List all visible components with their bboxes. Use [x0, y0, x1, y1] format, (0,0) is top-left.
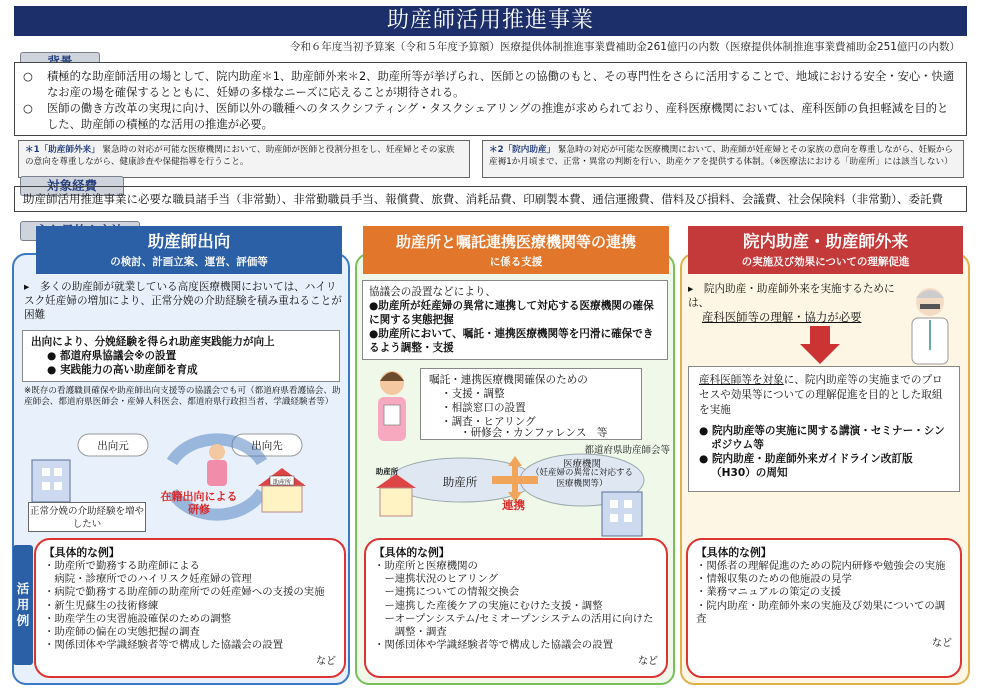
link-label: 連携 — [502, 498, 525, 512]
budget-line: 令和６年度当初予算案（令和５年度予算額）医療提供体制推進事業費補助金261億円の内数（医療提供体制推進事業費補助金251億円の内数） — [289, 41, 960, 53]
col1-header: 助産師出向 の検討、計画立案、運営、評価等 — [36, 226, 342, 274]
example-item: ・情報収集のための他施設の見学 — [696, 573, 852, 586]
example-item: ・業務マニュアルの策定の支援 — [696, 586, 842, 599]
example-item: ・関係団体や学識経験者等で構成した協議会の設置 — [374, 639, 613, 652]
col1-intro: ▸ 多くの助産師が就業している高度医療機関においては、ハイリスク妊産婦の増加により、正常分娩の介助経験を積み重ねることが困難 — [24, 281, 342, 321]
support-item: 研修会・カンファレンス 等 — [470, 427, 608, 439]
from-label: 出向元 — [97, 440, 129, 452]
medical-sub: （妊産婦の異常に対応する医療機関等） — [530, 468, 633, 489]
col2-example-list — [374, 560, 658, 652]
assoc-label: 都道府県助産師会等 — [584, 445, 670, 456]
example-item: ・新生児蘇生の技術修練 — [44, 599, 159, 612]
example-item: ・院内助産・助産師外来の実施及び効果についての調査 — [696, 599, 946, 625]
clinic-sign-2: 助産所 — [375, 467, 399, 476]
support-box: 嘱託・連携医療機関確保のための ・支援・調整 ・相談窓口の設置 ・調査・ヒアリング — [420, 368, 642, 440]
example-item: ー連携についての情報交換会 — [374, 586, 520, 599]
col3-intro: ▸ 院内助産・助産師外来を実施するためには、 産科医師等の理解・協力が必要 — [688, 283, 895, 324]
expense-box: 助産師活用推進事業に必要な職員諸手当（非常勤）、非常勤職員手当、報償費、旅費、消耗品費、印刷製本費、通信運搬費、借料及び損料、会議費、社会保険料（非常勤）、委託費 — [14, 186, 967, 212]
col1-examples: 【具体的な例】 ・助産所で勤務する助産師による 病院・診療所でのハイリスク妊産婦の管理 ・病院で勤務する助産師の助産所での妊産婦への支援の実施 ・新生児蘇生の技術修練 ・助産学生の実習施設確保のための調整 ・助産師の偏在の実態把握の調査 ・関係団体や学識経験者等で構成した協議会の設置 など — [34, 538, 346, 678]
example-item: 調整・調査 — [374, 626, 447, 639]
doctor-icon — [900, 280, 962, 370]
example-item: ・助産所と医療機関の — [374, 560, 478, 572]
note-midwife-outpatient: ＊1「助産師外来」 緊急時の対応が可能な医療機関において、助産師が医師と役割分担をし、妊産婦とその家族の意向を尊重しながら、健康診査や保健指導を行うこと。 — [18, 140, 470, 178]
example-item: ー連携した産後ケアの実施にむけた支援・調整 — [374, 599, 603, 612]
page-title: 助産師活用推進事業 — [14, 6, 967, 36]
example-item: ・病院で勤務する助産師の助産所での妊産婦への支援の実施 — [44, 586, 325, 599]
note-in-hospital-midwifery: ＊2「院内助産」 緊急時の対応が可能な医療機関において、助産師が妊産婦とその家族の意向を尊重しながら、妊娠から産褥1か月頃まで、正常・異常の判断を行い、助産ケアを提供する体制。（※医療法における「助産所」には該当しない） — [482, 140, 964, 178]
to-label: 出向先 — [251, 440, 283, 452]
example-item: ・助産師の偏在の実態把握の調査 — [44, 626, 200, 639]
example-item: ・関係団体や学識経験者等で構成した協議会の設置 — [44, 639, 283, 652]
example-item: ・助産所で勤務する助産師による — [44, 560, 200, 572]
clinic-sign: 助産所 — [272, 479, 291, 486]
person-icon — [370, 365, 415, 445]
hospital-caption: 正常分娩の介助経験を増やしたい — [28, 502, 146, 532]
clinic-label: 助産所 — [442, 475, 478, 489]
col3-example-list — [696, 560, 952, 626]
col3-action-box: 産科医師等を対象に、院内助産等の実施までのプロセスや効果等についての理解促進を目的とした取組を実施 ● 院内助産等の実施に関する講演・セミナー・シンポジウム等 ● 院内助産・助産師外来ガイドライン改訂版（H30）の周知 — [688, 366, 960, 492]
examples-label: 活用例 — [13, 545, 33, 665]
example-item: ー連携状況のヒアリング — [374, 573, 499, 586]
example-item: ・助産学生の実習施設確保のための調整 — [44, 612, 232, 625]
background-item: ○ 積極的な助産師活用の場として、院内助産＊1、助産師外来＊2、助産所等が挙げられ、医師との協働のもと、その専門性をさらに活用することで、地域における安全・安心・快適なお産の場を確保するとともに、妊婦の多様なニーズに応えることが期待される。 — [23, 70, 955, 99]
col1-example-list — [44, 560, 336, 652]
background-item: ○ 医師の働き方改革の実現に向け、医師以外の職種へのタスクシフティング・タスクシェアリングの推進が求められており、産科医療機関においては、産科医師の負担軽減を目的とした、助産師の積極的な活用の推進が必要。 — [23, 102, 949, 131]
medical-label: 医療機関 — [562, 459, 601, 470]
col3-examples: 【具体的な例】 ・関係者の理解促進のための院内研修や勉強会の実施 ・情報収集のための他施設の見学 ・業務マニュアルの策定の支援 ・院内助産・助産師外来の実施及び効果についての調査 など — [686, 538, 962, 678]
col2-examples: 【具体的な例】 ・助産所と医療機関の ー連携状況のヒアリング ー連携についての情報交換会 ー連携した産後ケアの実施にむけた支援・調整 ーオープンシステム/セミオープンシステムの活用に向けた 調整・調査 ・関係団体や学識経験者等で構成した協議会の設置 など — [364, 538, 668, 678]
col2-header: 助産所と嘱託連携医療機関等の連携 に係る支援 — [363, 226, 669, 274]
example-item: ーオープンシステム/セミオープンシステムの活用に向けた — [374, 612, 654, 625]
col3-header: 院内助産・助産師外来 の実施及び効果についての理解促進 — [688, 226, 963, 274]
example-item: ・関係者の理解促進のための院内研修や勉強会の実施 — [696, 560, 946, 572]
down-arrow-icon — [800, 326, 840, 366]
col1-highlight-box: 出向により、分娩経験を得られ助産実践能力が向上 ● 都道府県協議会※の設置 ● 実践能力の高い助産師を育成 — [22, 330, 340, 382]
col2-intro-box: 協議会の設置などにより、 ●助産所が妊産婦の異常に連携して対応する医療機関の確保に関する実態把握 ●助産所において、嘱託・連携医療機関等を円滑に確保できるよう調整・支援 — [362, 280, 668, 360]
example-item: 病院・診療所でのハイリスク妊産婦の管理 — [44, 573, 252, 586]
col1-footnote: ※既存の看護職員確保や助産師出向支援等の協議会でも可（都道府県看護協会、助産師会、都道府県医師会・産婦人科医会、都道府県行政担当者、学識経験者等） — [24, 386, 341, 407]
cycle-label: 在籍出向による研修 — [160, 490, 238, 516]
background-box — [14, 62, 967, 136]
expense-label: 対象経費 — [20, 176, 124, 196]
